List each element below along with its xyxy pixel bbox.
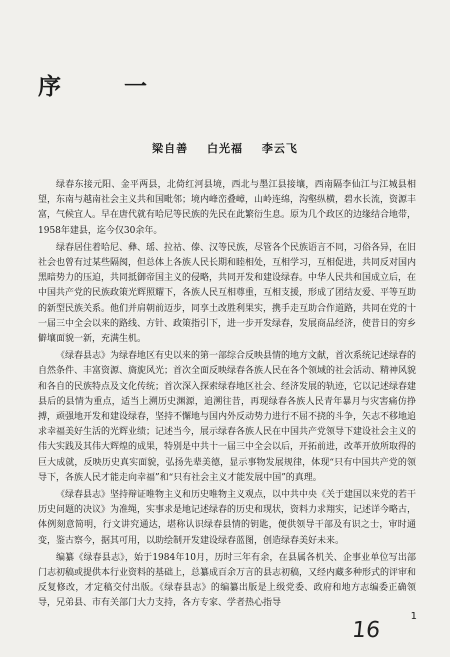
paragraph: 《绿春县志》坚持辩证唯物主义和历史唯物主义观点，以中共中央《关于建国以来党的若干历史问题的决议》为准绳，实事求是地记述绿春的历史和现状，资料力求翔实，记述详今略古，体例刻意简明，行文讲究通达，堪称认识绿春县情的钥匙，便供领导干部及有识之士，审时通变，鉴古察今，据其可用，以助绘制开发建设绿春蓝图，创造绿春美好未来。 (38, 490, 417, 546)
author-name: 梁自善 (152, 142, 189, 155)
body-text (38, 178, 416, 614)
paragraph: 编纂《绿春县志》，始于1984年10月，历时三年有余，在县属各机关、企事业单位写出部门志初稿或提供本行业资料的基础上，总纂成百余万言的县志初稿，又经内藏多种形式的评审和反复修改，才定稿交付出版。《绿春县志》的编纂出版是上级党委、政府和地方志编委正确领导，兄弟县、市有关部门大力支持，各方专家、学者热心指导 (38, 552, 417, 609)
handwritten-page-number: 16 (350, 618, 382, 643)
author-line (0, 140, 450, 156)
author-name: 李云飞 (261, 142, 298, 155)
paragraph: 绿春居住着哈尼、彝、瑶、拉祜、傣、汉等民族，尽管各个民族语言不同，习俗各异，在旧社会也曾有过某些隔阂，但总体上各族人民长期和睦相处，互相学习，互相促进，共同反对国内黑暗势力的压迫，共同抵御帝国主义的侵略，共同开发和建设绿春。中华人民共和国成立后，在中国共产党的民族政策光辉照耀下，各族人民互相尊重，互相支援，形成了团结友爱、平等互助的新型民族关系。他们并肩朝前迈步，同享土改胜利果实，携手走互助合作道路，共同在党的十一届三中全会以来的路线、方针、政策指引下，进一步开发绿春，发展商品经济，使昔日的穷乡僻壤面貌一新，充满生机。 (38, 242, 417, 345)
paragraph: 《绿春县志》为绿春地区有史以来的第一部综合反映县情的地方文献，首次系统记述绿春的自然条件、丰富资源、旖旎风光；首次全面反映绿春各族人民在各个领域的社会活动、精神风貌和各自的民族特点及文化传统；首次深入探索绿春地区社会、经济发展的轨迹，它以记述绿春建县后的县情为重点，适当上溯历史渊源，追溯往昔，再现绿春各族人民青年暴月与灾害痛仿挣搏，顽强地开发和建设绿春，坚持不懈地与国内外反动势力进行不屈不挠的斗争，矢志不移地追求幸福美好生活的光辉业绩；记述当今，展示绿春各族人民在中国共产党领导下建设社会主义的伟大实践及其伟大辉煌的成果，特别是中共十一届三中全会以后，开拓前进，改革开放所取得的巨大成就，反映历史真实面貌，弘扬先辈美德，显示事物发展规律，体现“只有中国共产党的领导下，各族人民才能走向幸福”和“只有社会主义才能发展中国”的真理。 (38, 351, 417, 483)
page-title: 序 一 (38, 74, 167, 100)
page-number: 1 (410, 611, 417, 622)
paragraph: 绿春东接元阳、金平两县，北倚红河县境，西北与墨江县接壤，西南隔李仙江与江城县相望，东南与越南社会主义共和国毗邻；境内峰峦叠嶂，山岭连绵，沟壑纵横，碧水长流，资源丰富，气候宜人。早在唐代就有哈尼等民族的先民在此繁衍生息。原为几个政区的边缘结合地带，1958年建县，迄今仅30余年。 (38, 180, 417, 236)
author-name: 白光福 (207, 142, 243, 155)
